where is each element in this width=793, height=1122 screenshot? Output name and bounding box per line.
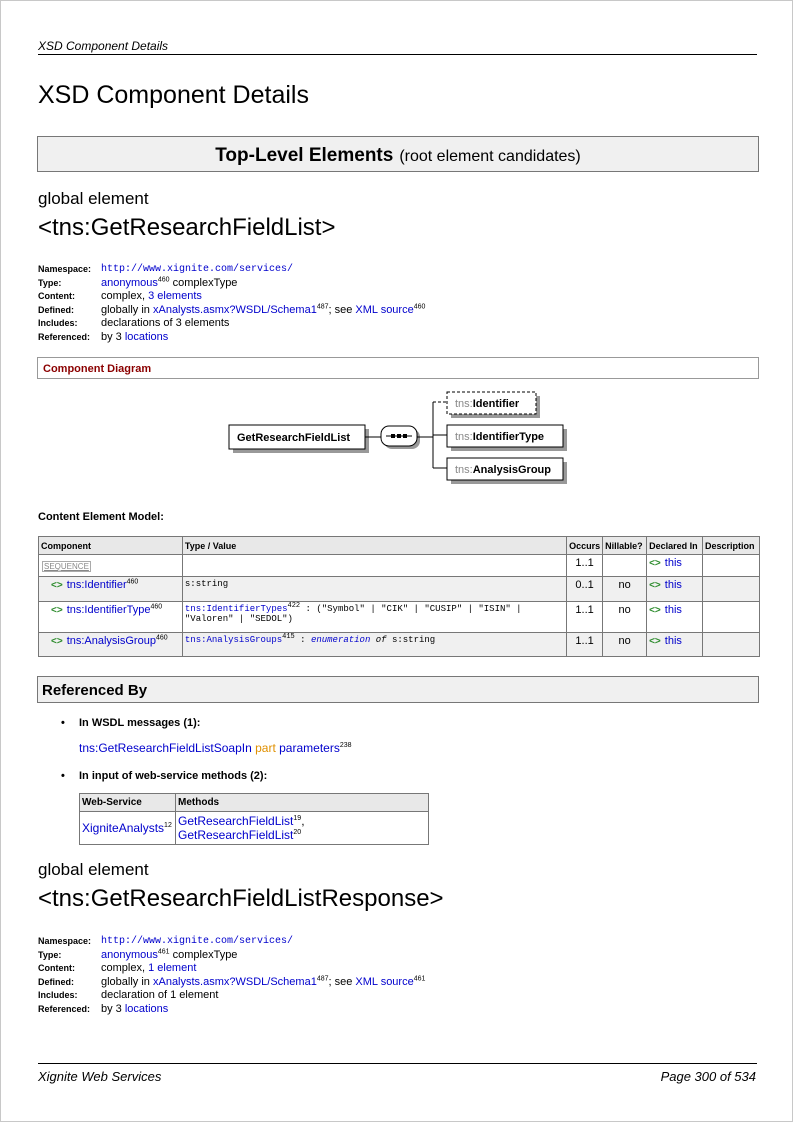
table-row xyxy=(80,812,429,845)
table-header-row xyxy=(39,537,760,555)
ref-sup: 460 xyxy=(150,603,163,611)
declared-link[interactable]: this xyxy=(664,557,682,569)
child-label: tns:Identifier xyxy=(455,398,520,410)
type-link[interactable]: anonymous xyxy=(101,276,158,289)
type-mid-text: of xyxy=(370,635,392,645)
page-title: XSD Component Details xyxy=(38,81,309,109)
bullet-methods xyxy=(61,770,267,782)
col-header: Declared In xyxy=(647,537,703,555)
element-ref-icon: <> xyxy=(649,580,661,591)
content-text: complex, xyxy=(101,290,149,303)
type-text: complexType xyxy=(169,948,238,961)
prop-label: Referenced: xyxy=(38,331,91,342)
declared-link[interactable]: this xyxy=(664,579,682,591)
bullet-wsdl-messages xyxy=(61,717,200,729)
wsdl-message-link[interactable]: tns:GetResearchFieldListSoapIn xyxy=(79,741,252,755)
prop-label: Content: xyxy=(38,963,75,974)
declared-link[interactable]: this xyxy=(664,604,682,616)
ref-sup: 460 xyxy=(157,275,170,283)
content-element-model-table xyxy=(38,536,760,657)
element-kind: global element xyxy=(38,860,149,879)
element-kind: global element xyxy=(38,189,149,208)
prop-label: Defined: xyxy=(38,976,74,987)
footer-left: Xignite Web Services xyxy=(38,1069,162,1084)
defined-text: ; see xyxy=(328,975,356,988)
schema-link[interactable]: xAnalysts.asmx?WSDL/Schema1 xyxy=(152,975,317,988)
child-label: tns:AnalysisGroup xyxy=(455,464,551,476)
prop-label: Type: xyxy=(38,277,62,288)
ref-sup: 12 xyxy=(164,822,172,829)
prop-label: Type: xyxy=(38,949,62,960)
element-ref-icon: <> xyxy=(649,605,661,616)
namespace-link[interactable]: http://www.xignite.com/services/ xyxy=(101,936,294,947)
content-link[interactable]: 1 element xyxy=(148,962,197,975)
locations-link[interactable]: locations xyxy=(124,330,169,343)
sequence-dot xyxy=(403,434,407,438)
component-diagram-header: Component Diagram xyxy=(37,357,759,379)
prop-referenced xyxy=(38,1003,425,1017)
ref-sup: 415 xyxy=(282,633,295,641)
table-row xyxy=(39,577,760,602)
ref-sup: 487 xyxy=(316,975,329,983)
type-enum-text: : ("Symbol" | "CIK" | "CUSIP" | "ISIN" | "Valoren" | "SEDOL") xyxy=(184,604,522,624)
ref-sup: 461 xyxy=(157,947,170,955)
col-header: Component xyxy=(39,537,183,555)
child-label: tns:IdentifierType xyxy=(455,431,545,443)
referenced-text: by 3 xyxy=(101,1002,125,1015)
header-rule xyxy=(38,54,757,55)
wsdl-message-ref xyxy=(79,741,352,755)
prop-label: Defined: xyxy=(38,304,74,315)
element-ref-icon: <> xyxy=(649,558,661,569)
section-title: Top-Level Elements xyxy=(215,145,394,166)
running-header: XSD Component Details xyxy=(38,39,169,53)
table-row xyxy=(39,555,760,577)
method-link[interactable]: GetResearchFieldList xyxy=(178,828,294,842)
sequence-badge: SEQUENCE xyxy=(44,562,89,571)
locations-link[interactable]: locations xyxy=(124,1002,169,1015)
part-keyword: part xyxy=(251,741,280,755)
includes-text: declarations of 3 elements xyxy=(101,317,230,330)
bullet-label: In input of web-service methods (2): xyxy=(79,770,268,782)
prop-defined xyxy=(38,304,425,318)
declared-link[interactable]: this xyxy=(664,635,682,647)
base-type-text: s:string xyxy=(391,635,436,645)
ref-sup: 460 xyxy=(413,303,426,311)
prop-label: Includes: xyxy=(38,318,78,329)
separator: , xyxy=(301,814,305,828)
element-icon: <> xyxy=(51,605,63,616)
component-link[interactable]: tns:IdentifierType xyxy=(66,604,151,616)
footer-rule xyxy=(38,1063,757,1064)
prop-defined xyxy=(38,976,425,990)
type-link[interactable]: anonymous xyxy=(101,948,158,961)
type-text: complexType xyxy=(169,276,238,289)
prop-type xyxy=(38,277,425,291)
section-header xyxy=(37,136,759,172)
col-header: Nillable? xyxy=(603,537,647,555)
prop-label: Namespace: xyxy=(38,264,92,274)
col-header: Description xyxy=(702,537,759,555)
web-service-methods-table xyxy=(79,793,429,845)
content-element-model-title: Content Element Model: xyxy=(38,511,164,523)
prop-includes xyxy=(38,989,425,1003)
type-value-cell xyxy=(182,633,566,657)
type-value-cell xyxy=(182,602,566,633)
element-name: <tns:GetResearchFieldList> xyxy=(38,214,336,241)
prop-content xyxy=(38,290,425,304)
includes-text: declaration of 1 element xyxy=(101,989,219,1002)
prop-namespace xyxy=(38,263,425,277)
ref-sup: 238 xyxy=(339,742,352,749)
ref-sup: 20 xyxy=(293,829,302,836)
ref-sup: 487 xyxy=(316,303,329,311)
element-icon: <> xyxy=(51,636,63,647)
schema-link[interactable]: xAnalysts.asmx?WSDL/Schema1 xyxy=(152,303,317,316)
ref-sup: 19 xyxy=(293,815,302,822)
content-link[interactable]: 3 elements xyxy=(148,290,202,303)
prop-label: Namespace: xyxy=(38,936,92,946)
referenced-text: by 3 xyxy=(101,330,125,343)
table-row xyxy=(39,633,760,657)
prop-label: Referenced: xyxy=(38,1003,91,1014)
xml-source-link[interactable]: XML source xyxy=(355,975,414,988)
element-properties xyxy=(38,935,425,1017)
referenced-by-header: Referenced By xyxy=(37,676,759,703)
ref-sup: 460 xyxy=(155,634,168,642)
ref-sup: 422 xyxy=(287,602,301,610)
col-header: Type / Value xyxy=(182,537,566,555)
bullet-icon: • xyxy=(61,770,65,782)
prop-namespace xyxy=(38,935,425,949)
element-ref-icon: <> xyxy=(649,636,661,647)
col-header: Methods xyxy=(176,794,429,812)
col-header: Web-Service xyxy=(80,794,176,812)
prop-includes xyxy=(38,317,425,331)
defined-text: ; see xyxy=(328,303,356,316)
page-number: Page 300 of 534 xyxy=(660,1069,756,1084)
occurs-cell: 1..1 xyxy=(567,602,603,633)
ref-sup: 460 xyxy=(126,578,139,586)
type-sep: : xyxy=(294,635,311,645)
prop-content xyxy=(38,962,425,976)
root-label: GetResearchFieldList xyxy=(237,432,351,444)
nillable-cell: no xyxy=(603,633,647,657)
table-header-row xyxy=(80,794,429,812)
nillable-cell: no xyxy=(603,577,647,602)
nillable-cell: no xyxy=(603,602,647,633)
namespace-link[interactable]: http://www.xignite.com/services/ xyxy=(101,264,294,275)
col-header: Occurs xyxy=(567,537,603,555)
method-link[interactable]: GetResearchFieldList xyxy=(178,814,294,828)
element-name: <tns:GetResearchFieldListResponse> xyxy=(38,885,444,912)
web-service-link[interactable]: XigniteAnalysts xyxy=(82,821,165,835)
element-properties xyxy=(38,263,425,345)
ref-sup: 461 xyxy=(413,975,426,983)
sequence-dot xyxy=(391,434,395,438)
component-link[interactable]: tns:AnalysisGroup xyxy=(66,635,156,647)
prop-label: Content: xyxy=(38,291,75,302)
xml-source-link[interactable]: XML source xyxy=(355,303,414,316)
sequence-dot xyxy=(397,434,401,438)
component-link[interactable]: tns:Identifier xyxy=(66,579,127,591)
prop-label: Includes: xyxy=(38,990,78,1001)
occurs-cell: 1..1 xyxy=(567,555,603,577)
element-icon: <> xyxy=(51,580,63,591)
component-diagram xyxy=(1,386,793,491)
type-link[interactable]: tns:AnalysisGroups xyxy=(184,635,283,645)
table-row xyxy=(39,602,760,633)
occurs-cell: 1..1 xyxy=(567,633,603,657)
content-text: complex, xyxy=(101,962,149,975)
parameters-link[interactable]: parameters xyxy=(279,741,340,755)
occurs-cell: 0..1 xyxy=(567,577,603,602)
section-subtitle: (root element candidates) xyxy=(399,148,581,165)
bullet-label: In WSDL messages (1): xyxy=(79,717,201,729)
defined-text: globally in xyxy=(101,975,153,988)
prop-referenced xyxy=(38,331,425,345)
type-link[interactable]: tns:IdentifierTypes xyxy=(184,604,288,614)
bullet-icon: • xyxy=(61,717,65,729)
enumeration-text: enumeration xyxy=(310,635,371,645)
type-value-cell: s:string xyxy=(182,577,566,602)
defined-text: globally in xyxy=(101,303,153,316)
prop-type xyxy=(38,949,425,963)
